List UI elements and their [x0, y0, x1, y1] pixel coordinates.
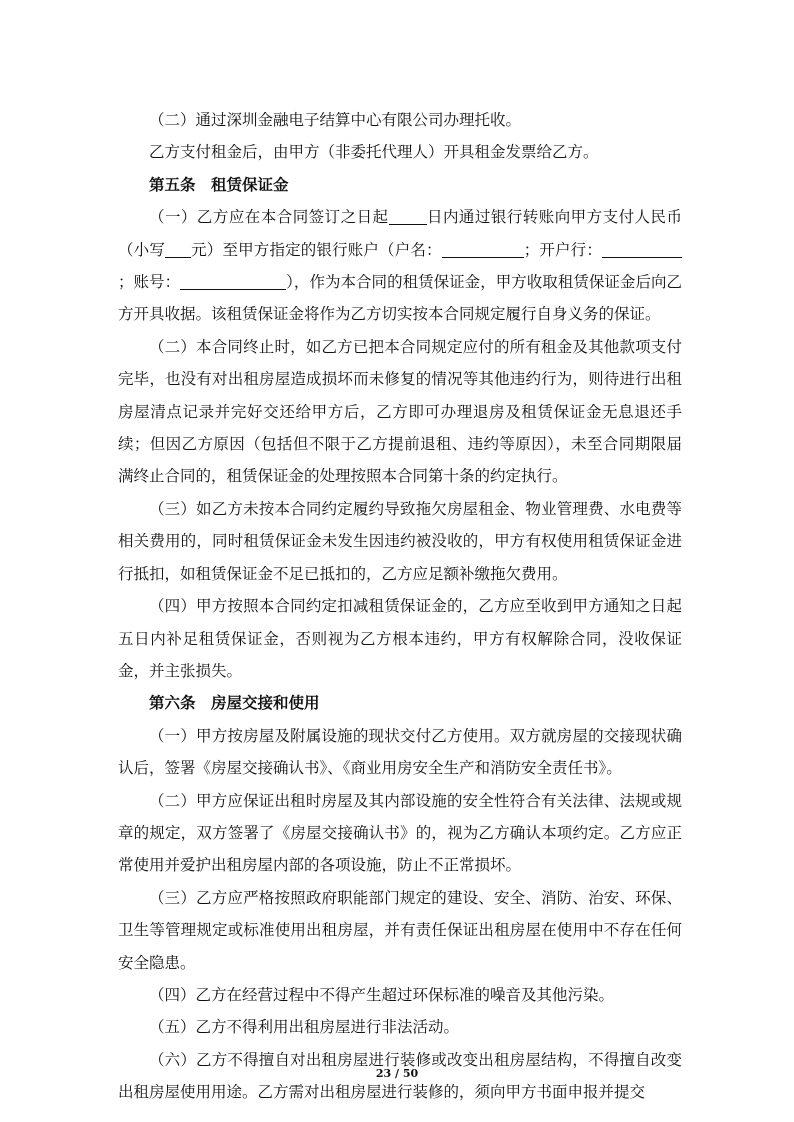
- clause-text: ，作为本合同的租赁保证金，甲方收取租赁保证金后向乙方开具收据。该租赁保证金将作为乙方切实按本合同规定履行自身义务的保证。: [118, 273, 682, 324]
- clause-text: ）: [286, 273, 294, 292]
- article-5-clause-4: （四）甲方按照本合同约定扣减租赁保证金的，乙方应至收到甲方通知之日起五日内补足租赁保证金，否则视为乙方根本违约，甲方有权解除合同，没收保证金，并主张损失。: [118, 597, 682, 680]
- article-6-clause-4: （四）乙方在经营过程中不得产生超过环保标准的噪音及其他污染。: [149, 985, 615, 1004]
- article-6-clause-2: （二）甲方应保证出租时房屋及其内部设施的安全性符合有关法律、法规或规章的规定，双方签署了《房屋交接确认书》的，视为乙方确认本项约定。乙方应正常使用并爱护出租房屋内部的各项设施，防止不正常损坏。: [118, 791, 682, 875]
- page-number: 23 / 50: [375, 1067, 419, 1080]
- article-5-clause-2: （二）本合同终止时，如乙方已把本合同规定应付的所有租金及其他款项支付完毕，也没有对出租房屋造成损坏而未修复的情况等其他违约行为，则待进行出租房屋清点记录并完好交还给甲方后，乙方即可办理退房及租赁保证金无息退还手续；但因乙方原因（包括但不限于乙方提前退租、违约等原因），未至合同期限届满终止合同的，租赁保证金的处理按照本合同第十条的约定执行。: [118, 337, 682, 486]
- bank-name-blank: [602, 240, 682, 258]
- account-name-blank: [442, 240, 524, 258]
- clause-text: 日内通过银行转账向甲方支付人民币（小写: [118, 208, 682, 259]
- paragraph-rent-invoice: 乙方支付租金后，由甲方（非委托代理人）开具租金发票给乙方。: [149, 143, 599, 162]
- clause-text: （一）乙方应在本合同签订之日起: [149, 208, 389, 227]
- amount-blank: [165, 240, 191, 258]
- clause-text: ；账号：: [118, 273, 181, 292]
- article-5-title: 第五条 租赁保证金: [149, 175, 289, 194]
- article-5-clause-3: （三）如乙方未按本合同约定履约导致拖欠房屋租金、物业管理费、水电费等相关费用的，同时租赁保证金未发生因违约被没收的，甲方有权使用租赁保证金进行抵扣，如租赁保证金不足已抵扣的，乙方应足额补缴拖欠费用。: [118, 499, 682, 583]
- clause-text: 甲方指定的银行账户（户名：: [238, 240, 442, 259]
- paragraph-collection-method: （二）通过深圳金融电子结算中心有限公司办理托收。: [149, 111, 522, 129]
- article-6-clause-1: （一）甲方按房屋及附属设施的现状交付乙方使用。双方就房屋的交接现状确认后，签署《房屋交接确认书》、《商业用房安全生产和消防安全责任书》。: [118, 726, 682, 778]
- account-number-blank: [180, 272, 286, 290]
- article-6-clause-6: （六）乙方不得擅自对出租房屋进行装修或改变出租房屋结构，不得擅自改变出租房屋使用用途。乙方需对出租房屋进行装修的，须向甲方书面申报并提交: [118, 1050, 682, 1102]
- contract-body: [118, 104, 682, 1109]
- article-6-title: 第六条 房屋交接和使用: [149, 694, 320, 713]
- clause-text: ；开户行：: [523, 240, 602, 259]
- article-5-clause-1: [118, 201, 682, 331]
- clause-text: 元）至: [190, 240, 239, 259]
- article-6-clause-5: （五）乙方不得利用出租房屋进行非法活动。: [149, 1018, 460, 1037]
- article-6-clause-3: （三）乙方应严格按照政府职能部门规定的建设、安全、消防、治安、环保、卫生等管理规定或标准使用出租房屋，并有责任保证出租房屋在使用中不存在任何安全隐患。: [118, 888, 682, 972]
- days-blank: [389, 207, 427, 225]
